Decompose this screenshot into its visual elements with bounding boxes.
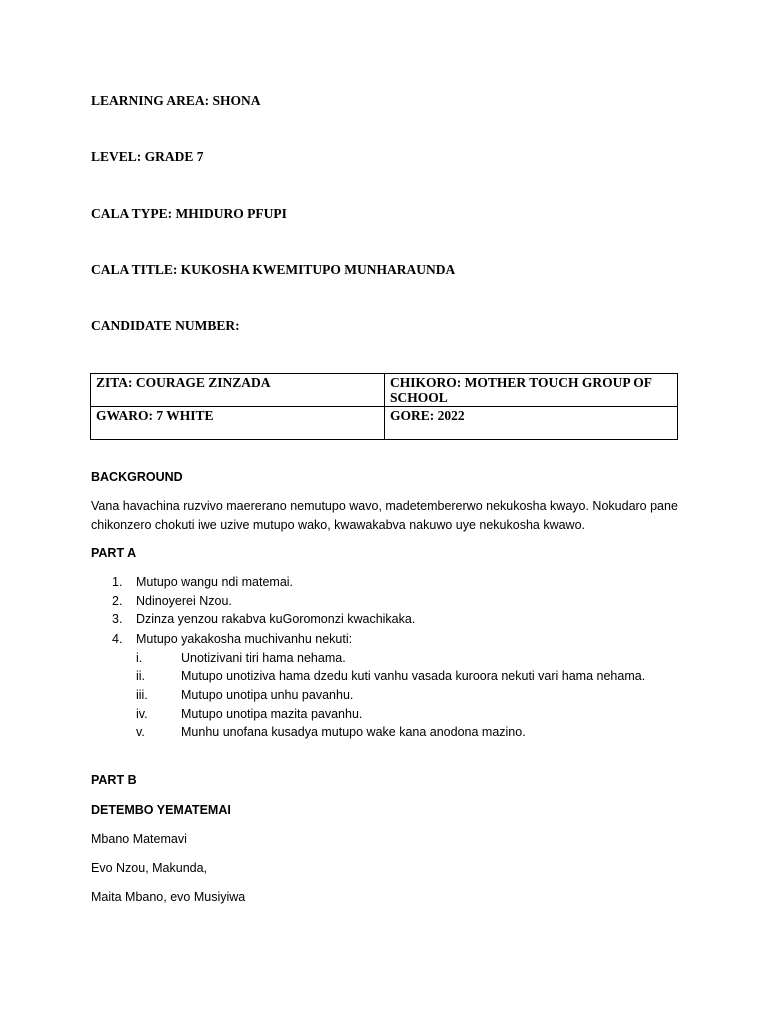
list-number: 1.	[112, 575, 123, 589]
level-line: LEVEL: GRADE 7	[91, 149, 204, 164]
zita-cell: ZITA: COURAGE ZINZADA	[91, 374, 385, 407]
background-paragraph: Vana havachina ruzvivo maererano nemutupo wavo, madetembererwo nekukosha kwayo. Nokudaro pane chikonzero chokuti iwe uzive mutupo wako, kwawakabva nakuwo uye nekukosha kwawo.	[91, 499, 678, 532]
list-number: 2.	[112, 594, 123, 608]
sub-list-text: Unotizivani tiri hama nehama.	[181, 651, 346, 665]
cala-title-line: CALA TITLE: KUKOSHA KWEMITUPO MUNHARAUNDA	[91, 262, 456, 277]
list-number: 4.	[112, 632, 123, 646]
background-heading: BACKGROUND	[91, 470, 183, 484]
chikoro-cell: CHIKORO: MOTHER TOUCH GROUP OF SCHOOL	[385, 374, 678, 407]
poem-line: Mbano Matemavi	[91, 832, 187, 846]
table-row	[91, 374, 678, 407]
list-text: Mutupo yakakosha muchivanhu nekuti:	[136, 632, 353, 646]
sub-list-number: iv.	[136, 707, 148, 721]
list-text: Dzinza yenzou rakabva kuGoromonzi kwachikaka.	[136, 612, 416, 626]
poem-title: DETEMBO YEMATEMAI	[91, 803, 231, 817]
sub-list-number: v.	[136, 725, 145, 739]
sub-list-number: i.	[136, 651, 143, 665]
list-number: 3.	[112, 612, 123, 626]
gwaro-cell: GWARO: 7 WHITE	[91, 407, 385, 440]
list-text: Mutupo wangu ndi matemai.	[136, 575, 294, 589]
poem-line: Maita Mbano, evo Musiyiwa	[91, 890, 246, 904]
part-a-heading: PART A	[91, 546, 137, 560]
sub-list-number: iii.	[136, 688, 148, 702]
sub-list-text: Mutupo unotipa mazita pavanhu.	[181, 707, 363, 721]
sub-list-number: ii.	[136, 669, 146, 683]
sub-list-text: Mutupo unotiziva hama dzedu kuti vanhu vasada kuroora nekuti vari hama nehama.	[181, 669, 646, 683]
candidate-info-table	[90, 373, 678, 440]
sub-list-text: Mutupo unotipa unhu pavanhu.	[181, 688, 354, 702]
gore-cell: GORE: 2022	[385, 407, 678, 440]
list-text: Ndinoyerei Nzou.	[136, 594, 232, 608]
part-b-heading: PART B	[91, 773, 137, 787]
table-row	[91, 407, 678, 440]
sub-list-text: Munhu unofana kusadya mutupo wake kana anodona mazino.	[181, 725, 526, 739]
poem-line: Evo Nzou, Makunda,	[91, 861, 208, 875]
candidate-number-line: CANDIDATE NUMBER:	[91, 318, 240, 333]
learning-area-line: LEARNING AREA: SHONA	[91, 93, 261, 108]
cala-type-line: CALA TYPE: MHIDURO PFUPI	[91, 206, 287, 221]
